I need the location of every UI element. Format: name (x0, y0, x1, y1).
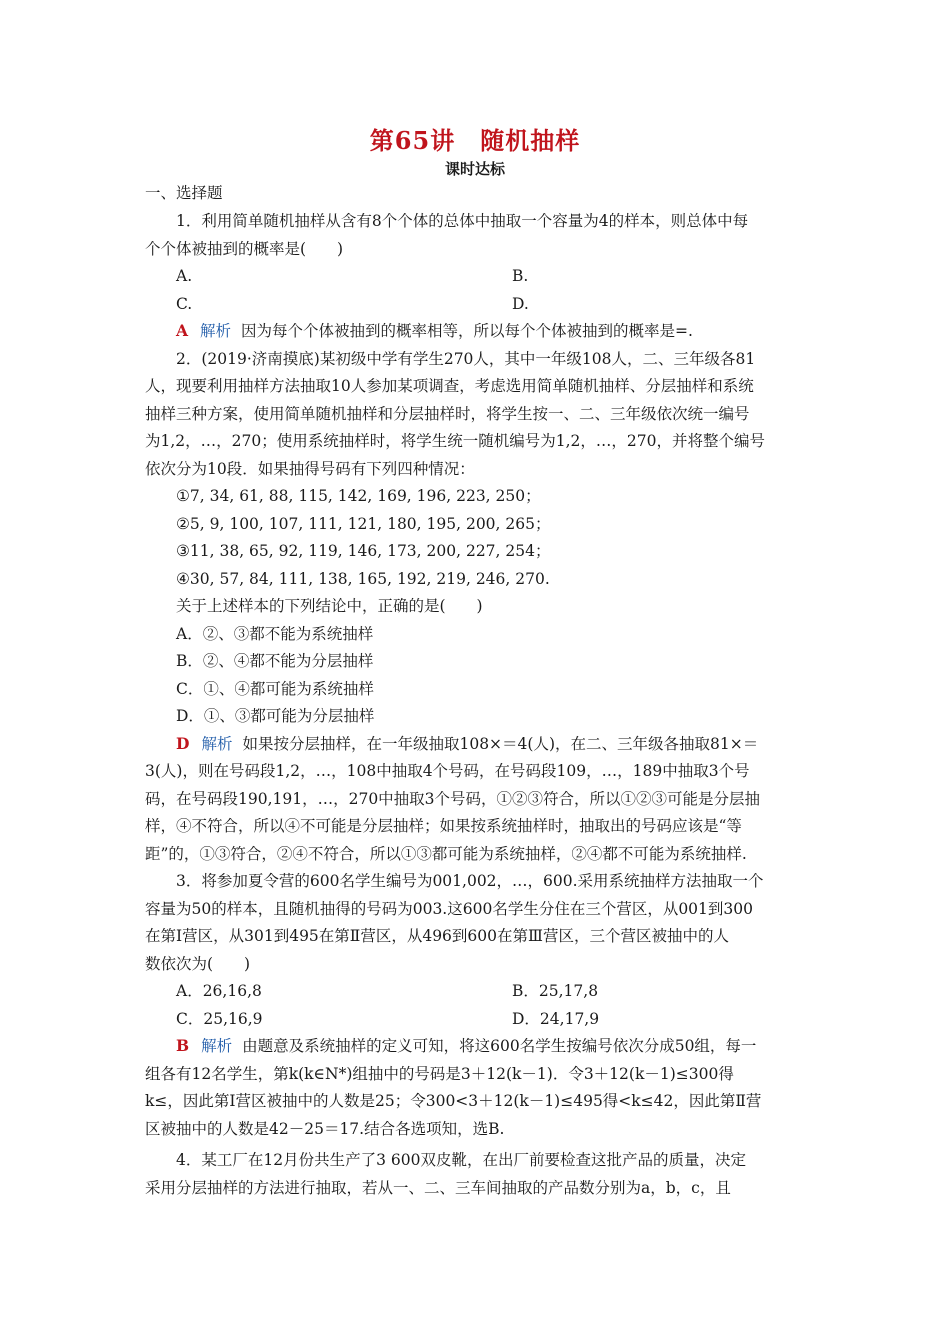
q2-ask: 关于上述样本的下列结论中，正确的是( ) (176, 597, 483, 615)
q3-stem-line-3: 在第Ⅰ营区，从301到495在第Ⅱ营区，从496到600在第Ⅲ营区，三个营区被抽中的人 (145, 927, 729, 945)
q3-option-b: B．25,17,8 (512, 982, 599, 1000)
q1-option-d: D. (512, 295, 529, 313)
analysis-label: 解析 (200, 322, 232, 340)
q2-analysis-line-3: 码，在号码段190,191，…，270中抽取3个号码，①②③符合，所以①②③可能是分层抽 (145, 790, 761, 808)
q3-stem-line-2: 容量为50的样本，且随机抽得的号码为003.这600名学生分住在三个营区，从001到300 (145, 900, 753, 918)
q2-sample-4: ④30, 57, 84, 111, 138, 165, 192, 219, 246, 270. (176, 570, 550, 588)
q2-analysis-line-1 (176, 734, 758, 754)
q3-analysis-line-1 (176, 1036, 756, 1056)
q3-stem-line-4: 数依次为( ) (145, 955, 251, 973)
q2-analysis-text-1: 如果按分层抽样，在一年级抽取108×＝4(人)，在二、三年级各抽取81×＝ (242, 735, 759, 753)
q3-option-c: C．25,16,9 (176, 1010, 263, 1028)
q1-option-c: C. (176, 295, 193, 313)
analysis-label: 解析 (201, 735, 233, 753)
q1-stem-line-1: 1．利用简单随机抽样从含有8个个体的总体中抽取一个容量为4的样本，则总体中每 (176, 212, 749, 230)
q2-answer: D (176, 734, 190, 753)
q3-option-d: D．24,17,9 (512, 1010, 600, 1028)
lecture-title: 第65讲 随机抽样 (369, 126, 581, 155)
q3-stem-line-1: 3．将参加夏令营的600名学生编号为001,002，…，600.采用系统抽样方法抽取一个 (176, 872, 764, 890)
q3-answer: B (176, 1036, 190, 1055)
q1-stem-line-2: 个个体被抽到的概率是( ) (145, 240, 344, 258)
q2-stem-line-5: 依次分为10段．如果抽得号码有下列四种情况： (145, 460, 475, 478)
q2-stem-line-1: 2．(2019·济南摸底)某初级中学有学生270人，其中一年级108人，二、三年级各81 (176, 350, 756, 368)
q1-analysis (176, 321, 693, 341)
q2-analysis-line-4: 样，④不符合，所以④不可能是分层抽样；如果按系统抽样时，抽取出的号码应该是“等 (145, 817, 742, 835)
q3-option-a: A．26,16,8 (176, 982, 262, 1000)
q2-sample-1: ①7, 34, 61, 88, 115, 142, 169, 196, 223, 250； (176, 487, 541, 505)
q1-answer: A (176, 321, 189, 340)
q3-analysis-line-3: k≤，因此第Ⅰ营区被抽中的人数是25；令300<3＋12(k－1)≤495得<k≤42，因此第Ⅱ营 (145, 1092, 762, 1110)
q2-option-a: A．②、③都不能为系统抽样 (176, 625, 374, 643)
q2-option-b: B．②、④都不能为分层抽样 (176, 652, 374, 670)
q4-stem-line-2: 采用分层抽样的方法进行抽取，若从一、二、三车间抽取的产品数分别为a，b，c，且 (145, 1179, 731, 1197)
q3-analysis-line-2: 组各有12名学生，第k(k∈N*)组抽中的号码是3＋12(k－1)．令3＋12(k－1)≤300得 (145, 1065, 734, 1083)
q3-analysis-line-4: 区被抽中的人数是42－25＝17.结合各选项知，选B. (145, 1120, 505, 1138)
lecture-subtitle: 课时达标 (444, 160, 505, 178)
q1-option-a: A. (176, 267, 193, 285)
q2-sample-2: ②5, 9, 100, 107, 111, 121, 180, 195, 200, 265； (176, 515, 551, 533)
q2-stem-line-2: 人，现要利用抽样方法抽取10人参加某项调查，考虑选用简单随机抽样、分层抽样和系统 (145, 377, 754, 395)
q2-stem-line-3: 抽样三种方案，使用简单随机抽样和分层抽样时，将学生按一、二、三年级依次统一编号 (145, 405, 750, 423)
q1-analysis-text: 因为每个个体被抽到的概率相等，所以每个个体被抽到的概率是=. (241, 322, 693, 340)
q3-analysis-text-1: 由题意及系统抽样的定义可知，将这600名学生按编号依次分成50组，每一 (242, 1037, 757, 1055)
q2-analysis-line-2: 3(人)，则在号码段1,2，…，108中抽取4个号码，在号码段109，…，189中抽取3个号 (145, 762, 750, 780)
analysis-label: 解析 (201, 1037, 233, 1055)
q1-option-b: B. (512, 267, 529, 285)
q2-option-c: C．①、④都可能为系统抽样 (176, 680, 374, 698)
q2-analysis-line-5: 距”的，①③符合，②④不符合，所以①③都可能为系统抽样，②④都不可能为系统抽样. (145, 845, 747, 863)
q2-stem-line-4: 为1,2，…，270；使用系统抽样时，将学生统一随机编号为1,2，…，270，并将整个编号 (145, 432, 765, 450)
section-heading: 一、选择题 (145, 184, 223, 202)
q2-option-d: D．①、③都可能为分层抽样 (176, 707, 375, 725)
q2-sample-3: ③11, 38, 65, 92, 119, 146, 173, 200, 227, 254； (176, 542, 551, 560)
q4-stem-line-1: 4．某工厂在12月份共生产了3 600双皮靴，在出厂前要检查这批产品的质量，决定 (176, 1151, 746, 1169)
